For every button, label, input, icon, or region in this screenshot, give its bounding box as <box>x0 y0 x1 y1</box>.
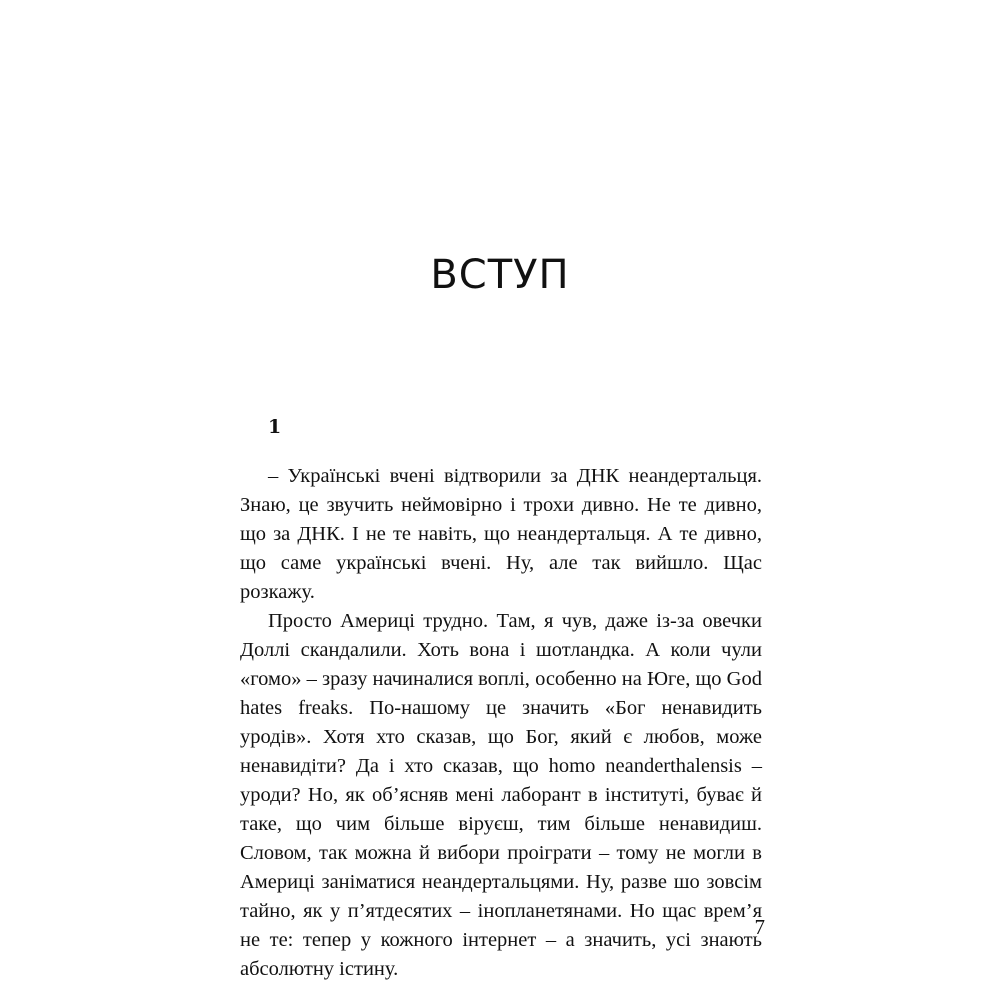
section-number: 1 <box>268 416 282 438</box>
paragraph-2: Просто Америці трудно. Там, я чув, даже із-за овечки Доллі скандалили. Хоть вона і шотландка. А коли чули «гомо» – зразу начиналися воплі, особенно на Юге, що God hates freaks. По-нашому це значить «Бог ненавидить уродів». Хотя хто сказав, що Бог, який є любов, може ненавидіти? Да і хто сказав, що homo neanderthalensis – уроди? Но, як об’ясняв мені лаборант в інституті, буває й таке, що чим більше віруєш, тим більше ненавидиш. Словом, так можна й вибори проіграти – тому не могли в Америці заніматися неандертальцями. Ну, разве шо зовсім тайно, як у п’ятдесятих – інопланетянами. Но щас врем’я не те: тепер у кожного інтернет – а значить, усі знають абсолютну істину. <box>240 610 762 980</box>
paragraph-1: – Українські вчені відтворили за ДНК неандертальця. Знаю, це звучить неймовірно і трохи дивно. Не те дивно, що за ДНК. І не те навіть, що неандертальця. А те дивно, що саме українські вчені. Ну, але так вийшло. Щас розкажу. <box>240 465 762 603</box>
chapter-title: ВСТУП <box>430 252 570 298</box>
page-number: 7 <box>754 915 765 939</box>
body-text <box>240 462 762 984</box>
